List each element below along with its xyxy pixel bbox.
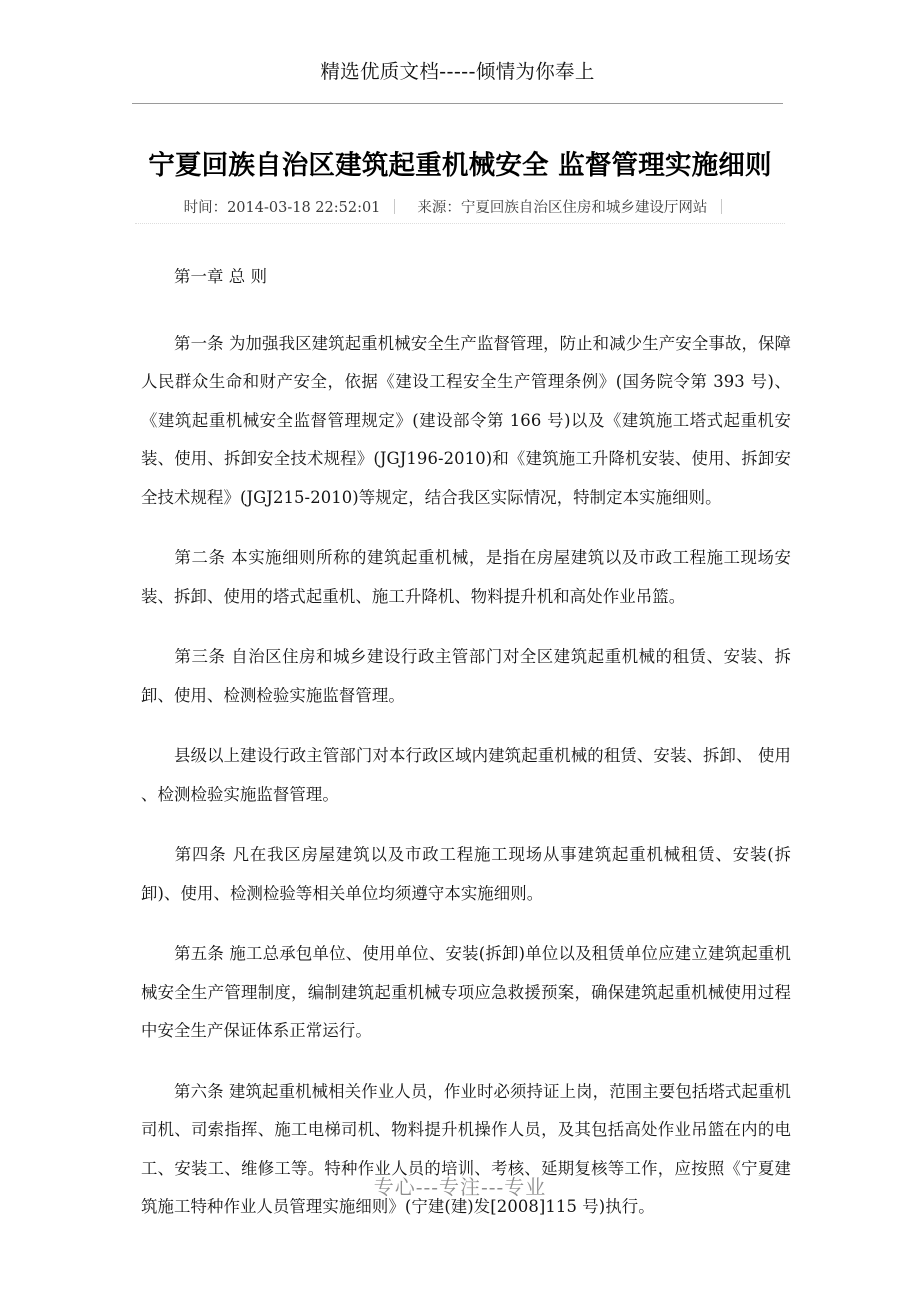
article-paragraph (141, 1073, 791, 1227)
chapter-heading (141, 258, 791, 297)
article-text: 第五条 施工总承包单位、使用单位、安装(拆卸)单位以及租赁单位应建立建筑起重机械安全生产管理制度，编制建筑起重机械专项应急救援预案，确保建筑起重机械使用过程中安全生产保证体系正常运行。 (141, 944, 791, 1040)
running-header: 精选优质文档-----倾情为你奉上 (320, 60, 595, 83)
article-text: 第六条 建筑起重机械相关作业人员，作业时必须持证上岗，范围主要包括塔式起重机司机、司索指挥、施工电梯司机、物料提升机操作人员，及其包括高处作业吊篮在内的电工、安装工、维修工等。特种作业人员的培训、考核、延期复核等工作，应按照《宁夏建筑施工特种作业人员管理实施细则》(宁建(建)发[2008]115 号)执行。 (141, 1081, 791, 1216)
article-text: 第一条 为加强我区建筑起重机械安全生产监督管理，防止和减少生产安全事故，保障人民群众生命和财产安全，依据《建设工程安全生产管理条例》(国务院令第 393 号)、《建筑起重机械安全监督管理规定》(建设部令第 166 号)以及《建筑施工塔式起重机安装、使用、拆卸安全技术规程》(JGJ196-2010)和《建筑施工升降机安装、使用、拆卸安全技术规程》(JGJ215-2010)等规定，结合我区实际情况，特制定本实施细则。 (141, 333, 791, 507)
meta-separator-1 (394, 199, 395, 214)
chapter-heading-text: 第一章 总 则 (174, 267, 268, 286)
meta-source-label: 来源： (417, 200, 461, 216)
article-paragraph (141, 539, 791, 616)
article-text: 第三条 自治区住房和城乡建设行政主管部门对全区建筑起重机械的租赁、安装、拆卸、使用、检测检验实施监督管理。 (141, 647, 791, 705)
article-paragraph (141, 737, 791, 814)
meta-time-value: 2014-03-18 22:52:01 (227, 200, 381, 216)
article-paragraph (141, 836, 791, 913)
page-title: 宁夏回族自治区建筑起重机械安全 监督管理实施细则 (148, 149, 772, 181)
article-text: 第四条 凡在我区房屋建筑以及市政工程施工现场从事建筑起重机械租赁、安装(拆卸)、使用、检测检验等相关单位均须遵守本实施细则。 (141, 845, 791, 903)
article-paragraph (141, 325, 791, 518)
header-divider (132, 103, 783, 104)
meta-divider (135, 223, 785, 224)
document-body (141, 258, 791, 1249)
page-footer: 专心---专注---专业 (373, 1175, 547, 1199)
document-meta (60, 197, 860, 219)
article-text: 县级以上建设行政主管部门对本行政区域内建筑起重机械的租赁、安装、拆卸、 使用 、检测检验实施监督管理。 (141, 746, 791, 804)
meta-source-value: 宁夏回族自治区住房和城乡建设厅网站 (460, 200, 708, 216)
article-paragraph (141, 935, 791, 1051)
meta-separator-2 (721, 199, 722, 214)
article-text: 第二条 本实施细则所称的建筑起重机械，是指在房屋建筑以及市政工程施工现场安装、拆卸、使用的塔式起重机、施工升降机、物料提升机和高处作业吊篮。 (141, 548, 791, 606)
article-paragraph (141, 638, 791, 715)
meta-time-label: 时间： (183, 200, 228, 216)
